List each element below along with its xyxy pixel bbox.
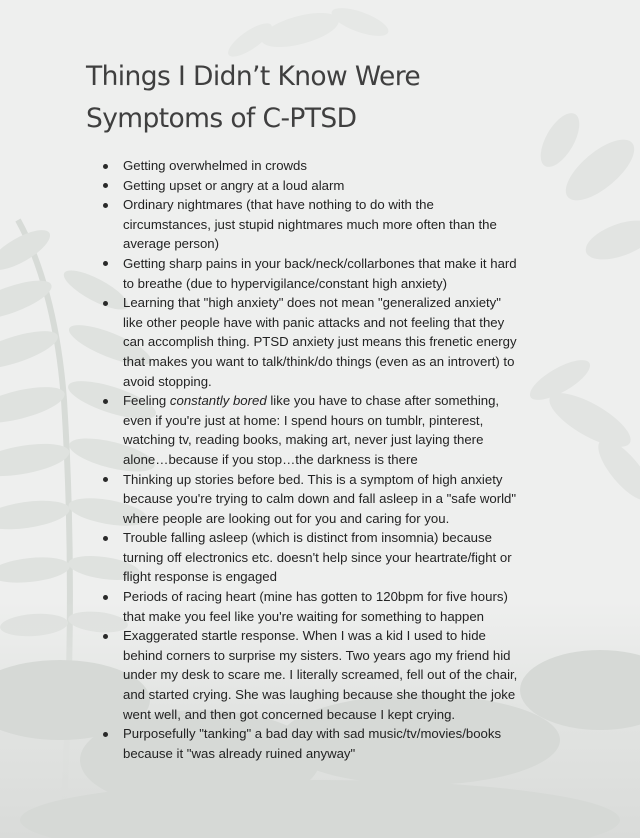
item-line: that makes you want to talk/think/do things (even as an introvert) to [123,353,515,369]
item-line: Exaggerated startle response. When I was a kid I used to hide [123,628,486,644]
emphasis-text: constantly bored [169,393,267,409]
item-line: even if you're just at home: I spend hours on tumblr, pinterest, [123,412,484,428]
list-item [123,391,568,469]
list-item [123,293,568,391]
list-item [123,254,568,293]
item-line: alone…because if you stop…the darkness is there [123,451,418,467]
item-line [123,391,568,411]
item-line: Ordinary nightmares (that have nothing to do with the [123,197,434,213]
title-line: Things I Didn’t Know Were [86,61,421,92]
list-item [123,528,568,587]
item-line: Trouble falling asleep (which is distinct from insomnia) because [123,530,492,546]
item-line: average person) [123,236,220,252]
item-line: Periods of racing heart (mine has gotten to 120bpm for five hours) [123,589,508,605]
item-line: flight response is engaged [123,569,277,585]
item-line: to breathe (due to hypervigilance/constant high anxiety) [123,275,448,291]
item-line: watching tv, reading books, making art, never just laying there [123,432,484,448]
item-line: and started crying. She was laughing because she thought the joke [123,687,516,703]
item-line: can accomplish thing. PTSD anxiety just means this frenetic energy [123,334,517,350]
item-line: Getting upset or angry at a loud alarm [123,177,345,193]
item-line: Learning that "high anxiety" does not mean "generalized anxiety" [123,295,501,311]
list-item [123,470,568,529]
item-line: Purposefully "tanking" a bad day with sad music/tv/movies/books [123,726,502,742]
list-item [123,156,568,176]
item-line: under my desk to scare me. I literally screamed, fell out of the chair, [123,667,518,683]
item-line: Thinking up stories before bed. This is a symptom of high anxiety [123,471,503,487]
item-line: where people are looking out for you and caring for you. [123,510,450,526]
item-line: avoid stopping. [123,373,212,389]
item-lead-text: Feeling [123,393,170,409]
list-item [123,176,568,196]
item-line: because it "was already ruined anyway" [123,745,356,761]
item-line: Getting sharp pains in your back/neck/collarbones that make it hard [123,255,517,271]
page-title [86,56,420,140]
item-line: went well, and then got concerned because I kept crying. [123,706,456,722]
item-tail-text: like you have to chase after something, [266,393,500,409]
item-line: that make you feel like you're waiting for something to happen [123,608,484,624]
item-line: Getting overwhelmed in crowds [123,158,307,173]
list-item [123,724,568,763]
item-line: behind corners to surprise my sisters. Two years ago my friend hid [123,647,511,663]
list-item [123,626,568,724]
item-line: turning off electronics etc. doesn't help since your heartrate/fight or [123,549,512,565]
list-item [123,195,568,254]
item-line: like other people have with panic attacks and not feeling that they [123,314,505,330]
title-line: Symptoms of C-PTSD [86,103,357,134]
item-line: circumstances, just stupid nightmares much more often than the [123,216,497,232]
item-line: because you're trying to calm down and fall asleep in a "safe world" [123,491,517,507]
symptom-list [123,156,568,763]
list-item [123,587,568,626]
